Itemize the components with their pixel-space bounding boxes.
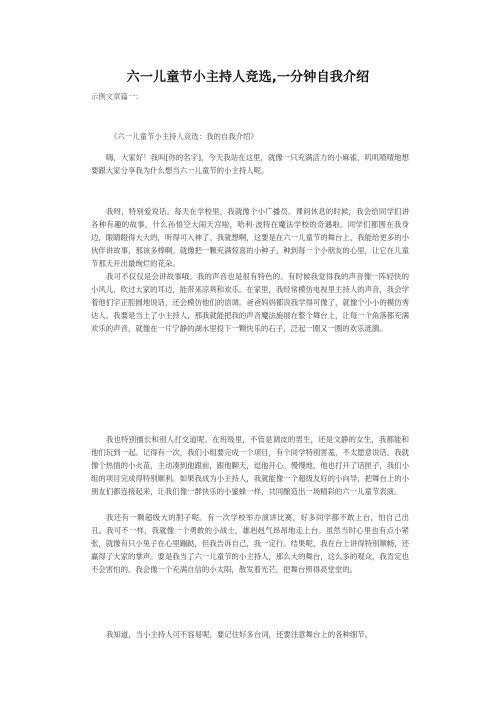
paragraph-5: 我还有一颗超级大的胆子呢。有一次学校举办演讲比赛，好多同学都不敢上台，怕自己出丑。我可不一样，我就像一个勇敢的小战士，雄赳赳气昂昂地走上台。虽然当时心里也有点小紧张，就像有只小兔子在心里蹦跶，但我告诉自己，我一定行。结果呢，我在台上讲得特别顺畅，还赢得了大家的掌声。要是我当了六一儿童节的小主持人，那么大的舞台，这么多的观众，我肯定也不会害怕的。我会像一个充满自信的小太阳，散发着光芒，把舞台照得亮堂堂的。 — [91, 513, 409, 575]
paragraph-4: 我也特别擅长和别人打交道呢。在班级里，不管是调皮的男生，还是文静的女生，我都能和他们玩到一起。记得有一次，我们小组要完成一个项目，有个同学特别害羞，不太愿意说话。我就像个热情的小火苗，主动凑到他跟前，跟他聊天，逗他开心。慢慢地，他也打开了话匣子，我们小组的项目完成得特别顺利。如果我成为小主持人，我就能像一个超级友好的小向导，把舞台上的小朋友们都连接起来，让我们像一群快乐的小蜜蜂一样，共同酿造出一场精彩的六一儿童节表演。 — [91, 435, 409, 497]
paragraph-2: 我呀，特别爱说话。每天在学校里，我就像个小广播员。课间休息的时候，我会给同学们讲各种有趣的故事，什么孙悟空大闹天宫啦，哈利·波特在魔法学校的奇遇啦。同学们都围在我身边，眼睛瞪得大大的，听得可入神了。我就想啊，这要是在六一儿童节的舞台上，我能给更多的小伙伴讲故事，那该多棒啊。就像把一颗充满惊喜的小种子，种到每一个小朋友的心里，让它在儿童节那天开出最绚烂的花朵。 — [91, 207, 409, 269]
document-subtitle: 示例文章篇一： — [91, 92, 143, 101]
paragraph-1: 嗨，大家好！我叫[你的名字]，今天我站在这里，就像一只充满活力的小麻雀，叽叽喳喳地想要跟大家分享我为什么想当六一儿童节的小主持人呢。 — [91, 153, 409, 176]
paragraph-6: 我知道，当小主持人可不容易呢，要记住好多台词，还要注意舞台上的各种细节。 — [106, 630, 373, 639]
article-heading: 《六一儿童节小主持人竞选：我的自我介绍》 — [110, 132, 258, 141]
paragraph-3: 我可不仅仅是会讲故事哦。我的声音也是很有特色的。有时候我觉得我的声音像一阵轻快的小风儿，吹过大家的耳边，能带来凉爽和欢乐。在家里，我经常模仿电视里主持人的声音，我会学着他们字正腔圆地说话，还会模仿他们的语调。爸爸妈妈都说我学得可像了，就像个小小的模仿秀达人。我要是当上了小主持人，那我就能把我的声音魔法施展在整个舞台上，让每一个角落都充满欢乐的声音，就像在一片宁静的湖水里投下一颗快乐的石子，泛起一圈又一圈的欢乐涟漪。 — [91, 272, 409, 334]
document-title: 六一儿童节小主持人竞选,一分钟自我介绍 — [126, 70, 370, 85]
